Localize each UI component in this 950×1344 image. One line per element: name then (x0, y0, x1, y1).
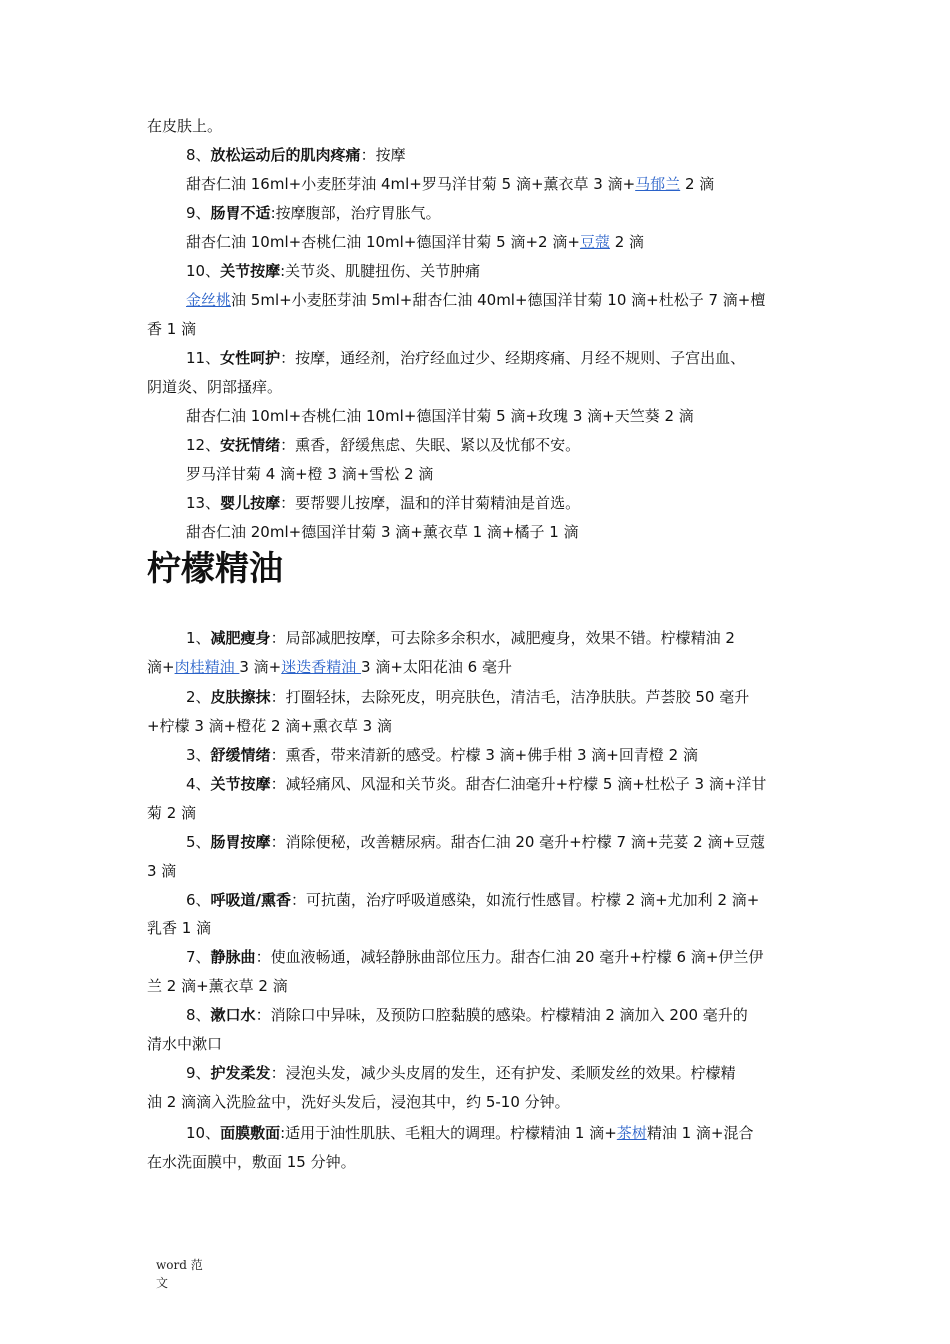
item-title: 婴儿按摩 (220, 494, 281, 512)
item-title: 减肥瘦身 (210, 629, 271, 647)
rosemary-oil-link[interactable]: 迷迭香精油 (281, 658, 362, 676)
list-item: 9、护发柔发：浸泡头发，减少头皮屑的发生，还有护发、柔顺发丝的效果。柠檬精 (186, 1064, 736, 1082)
list-item: 9、肠胃不适:按摩腹部，治疗胃胀气。 (186, 204, 441, 222)
item-title: 面膜敷面 (220, 1124, 281, 1142)
list-item: 6、呼吸道/熏香：可抗菌，治疗呼吸道感染，如流行性感冒。柠檬 2 滴+尤加利 2 滴+ (186, 891, 760, 909)
recipe-line: +柠檬 3 滴+橙花 2 滴+熏衣草 3 滴 (147, 717, 392, 735)
item-title: 放松运动后的肌肉疼痛 (210, 146, 361, 164)
recipe-line: 甜杏仁油 16ml+小麦胚芽油 4ml+罗马洋甘菊 5 滴+薰衣草 3 滴+马郁兰 2 滴 (186, 175, 715, 193)
recipe-line: 罗马洋甘菊 4 滴+橙 3 滴+雪松 2 滴 (186, 465, 434, 483)
recipe-line: 甜杏仁油 10ml+杏桃仁油 10ml+德国洋甘菊 5 滴+2 滴+豆蔻 2 滴 (186, 233, 645, 251)
item-title: 肠胃按摩 (210, 833, 271, 851)
cardamom-link[interactable]: 豆蔻 (579, 233, 610, 251)
recipe-line: 在水洗面膜中，敷面 15 分钟。 (147, 1153, 356, 1171)
list-item: 2、皮肤擦抹：打圈轻抹，去除死皮，明亮肤色，清洁毛，洁净肤肤。芦荟胶 50 毫升 (186, 688, 750, 706)
item-title: 女性呵护 (220, 349, 281, 367)
footer-line: word 范 (156, 1258, 203, 1272)
item-title: 肠胃不适 (210, 204, 271, 222)
list-item: 10、关节按摩:关节炎、肌腱扭伤、关节肿痛 (186, 262, 481, 280)
item-title: 漱口水 (210, 1006, 256, 1024)
list-item: 13、婴儿按摩：要帮婴儿按摩，温和的洋甘菊精油是首选。 (186, 494, 581, 512)
cinnamon-oil-link[interactable]: 肉桂精油 (174, 658, 240, 676)
recipe-line: 滴+肉桂精油 3 滴+迷迭香精油 3 滴+太阳花油 6 毫升 (147, 658, 512, 676)
item-title: 舒缓情绪 (210, 746, 271, 764)
text-line: 阴道炎、阴部搔痒。 (147, 378, 283, 396)
list-item: 11、女性呵护：按摩，通经剂，治疗经血过少、经期疼痛、月经不规则、子宫出血、 (186, 349, 746, 367)
item-title: 关节按摩 (210, 775, 271, 793)
list-item: 8、漱口水：消除口中异味，及预防口腔黏膜的感染。柠檬精油 2 滴加入 200 毫升的 (186, 1006, 748, 1024)
list-item: 8、放松运动后的肌肉疼痛：按摩 (186, 146, 406, 164)
recipe-line: 甜杏仁油 10ml+杏桃仁油 10ml+德国洋甘菊 5 滴+玫瑰 3 滴+天竺葵 2 滴 (186, 407, 694, 425)
item-title: 静脉曲 (210, 948, 256, 966)
list-item: 4、关节按摩：减轻痛风、风湿和关节炎。甜杏仁油毫升+柠檬 5 滴+杜松子 3 滴+洋甘 (186, 775, 767, 793)
item-title: 护发柔发 (210, 1064, 271, 1082)
recipe-line: 菊 2 滴 (147, 804, 197, 822)
list-item: 3、舒缓情绪：熏香，带来清新的感受。柠檬 3 滴+佛手柑 3 滴+回青橙 2 滴 (186, 746, 698, 764)
recipe-line: 清水中漱口 (147, 1035, 223, 1053)
item-title: 皮肤擦抹 (210, 688, 271, 706)
list-item: 12、安抚情绪：熏香，舒缓焦虑、失眠、紧以及忧郁不安。 (186, 436, 581, 454)
text-line: 在皮肤上。 (147, 117, 223, 135)
list-item: 5、肠胃按摩：消除便秘，改善糖尿病。甜杏仁油 20 毫升+柠檬 7 滴+芫荽 2 滴+豆蔻 (186, 833, 766, 851)
item-title: 关节按摩 (220, 262, 281, 280)
tea-tree-link[interactable]: 茶树 (616, 1124, 647, 1142)
recipe-line: 油 2 滴滴入洗脸盆中，洗好头发后，浸泡其中，约 5-10 分钟。 (147, 1093, 570, 1111)
list-item: 7、静脉曲：使血液畅通，减轻静脉曲部位压力。甜杏仁油 20 毫升+柠檬 6 滴+伊兰伊 (186, 948, 764, 966)
recipe-line: 兰 2 滴+薰衣草 2 滴 (147, 977, 288, 995)
item-title: 呼吸道/熏香 (210, 891, 292, 909)
recipe-line: 香 1 滴 (147, 320, 197, 338)
list-item: 1、减肥瘦身：局部减肥按摩，可去除多余积水，减肥瘦身，效果不错。柠檬精油 2 (186, 629, 735, 647)
recipe-line: 甜杏仁油 20ml+德国洋甘菊 3 滴+薰衣草 1 滴+橘子 1 滴 (186, 523, 579, 541)
marjoram-link[interactable]: 马郁兰 (635, 175, 681, 193)
item-title: 安抚情绪 (220, 436, 281, 454)
recipe-line: 3 滴 (147, 862, 177, 880)
footer-line: 文 (156, 1276, 169, 1290)
recipe-line: 乳香 1 滴 (147, 919, 212, 937)
st-johns-wort-link[interactable]: 金丝桃 (186, 291, 232, 309)
recipe-line: 金丝桃油 5ml+小麦胚芽油 5ml+甜杏仁油 40ml+德国洋甘菊 10 滴+杜松子 7 滴+檀 (186, 291, 766, 309)
section-heading: 柠檬精油 (147, 549, 283, 589)
list-item: 10、面膜敷面:适用于油性肌肤、毛粗大的调理。柠檬精油 1 滴+茶树精油 1 滴+混合 (186, 1124, 754, 1142)
